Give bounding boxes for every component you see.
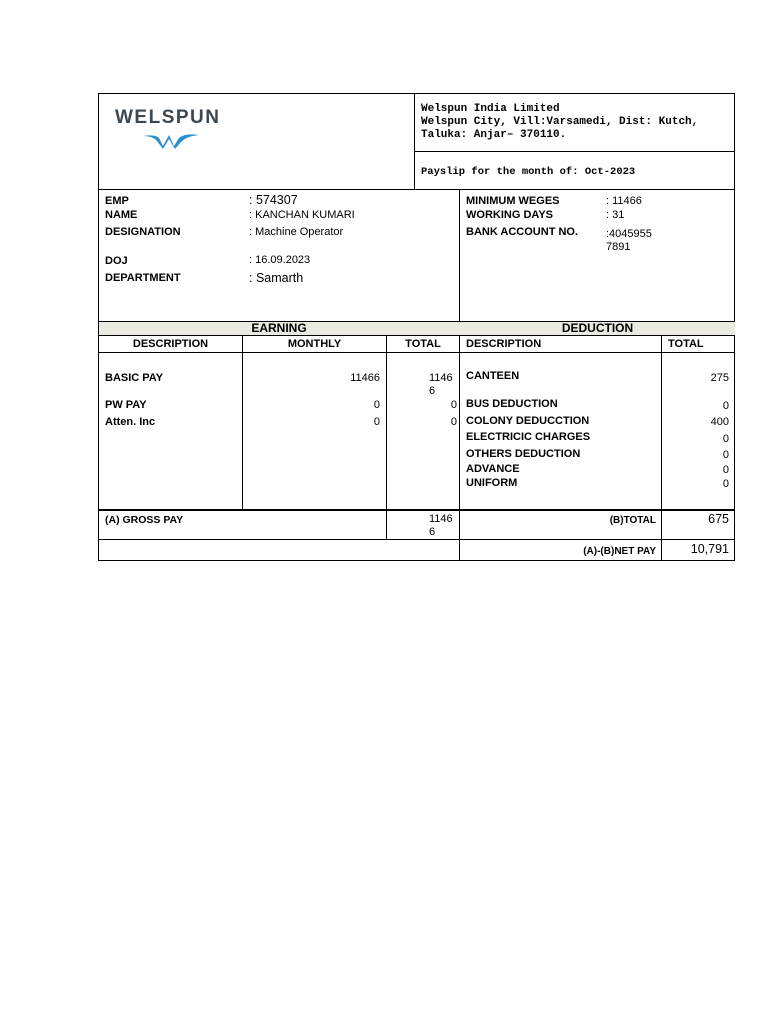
welspun-logo xyxy=(115,108,235,152)
earning-row-description: BASIC PAY xyxy=(105,372,164,384)
deduction-row-description: COLONY DEDUCCTION xyxy=(466,415,590,427)
working-days-label: WORKING DAYS xyxy=(466,209,553,221)
b-total-label: (B)TOTAL xyxy=(609,515,656,526)
name-value: : KANCHAN KUMARI xyxy=(249,209,355,221)
designation-label: DESIGNATION xyxy=(105,226,181,238)
department-label: DEPARTMENT xyxy=(105,272,181,284)
earning-row-description: PW PAY xyxy=(105,399,147,411)
min-wages-label: MINIMUM WEGES xyxy=(466,195,560,207)
deduction-row-total: 0 xyxy=(722,478,729,490)
bank-account-value: :4045955 7891 xyxy=(606,228,652,253)
deduction-col-total: TOTAL xyxy=(668,338,704,350)
min-wages-value: : 11466 xyxy=(606,195,642,207)
deduction-row-total: 275 xyxy=(710,372,729,384)
logo-mark-icon xyxy=(141,130,201,150)
b-total-value: 675 xyxy=(708,512,729,526)
company-address-line2: Taluka: Anjar– 370110. xyxy=(421,129,567,141)
working-days-value: : 31 xyxy=(606,209,625,221)
emp-label: EMP xyxy=(105,195,129,207)
doj-label: DOJ xyxy=(105,255,128,267)
doj-value: : 16.09.2023 xyxy=(249,254,311,266)
deduction-row-description: OTHERS DEDUCTION xyxy=(466,448,581,460)
earning-row-monthly: 0 xyxy=(373,399,380,411)
deduction-row-description: BUS DEDUCTION xyxy=(466,398,558,410)
payslip xyxy=(98,93,735,561)
gross-pay-total: 1146 6 xyxy=(429,513,453,538)
deduction-title: DEDUCTION xyxy=(561,321,634,335)
earning-title: EARNING xyxy=(251,321,307,335)
name-label: NAME xyxy=(105,209,138,221)
net-pay-value: 10,791 xyxy=(690,542,729,556)
deduction-row-description: UNIFORM xyxy=(466,477,518,489)
earning-row-total: 1146 6 xyxy=(429,372,453,397)
deduction-row-total: 0 xyxy=(722,400,729,412)
designation-value: : Machine Operator xyxy=(249,226,344,238)
department-value: : Samarth xyxy=(249,271,304,285)
net-pay-label: (A)-(B)NET PAY xyxy=(583,546,656,557)
deduction-row-total: 400 xyxy=(710,416,729,428)
deduction-row-description: CANTEEN xyxy=(466,370,520,382)
deduction-row-description: ADVANCE xyxy=(466,463,520,475)
emp-value: : 574307 xyxy=(249,193,298,207)
earning-row-monthly: 11466 xyxy=(350,372,380,384)
deduction-row-description: ELECTRICIC CHARGES xyxy=(466,431,591,443)
company-name: Welspun India Limited xyxy=(421,103,560,115)
deduction-col-description: DESCRIPTION xyxy=(466,338,542,350)
earning-col-total: TOTAL xyxy=(405,338,441,350)
earning-row-total: 0 xyxy=(450,399,457,411)
deduction-row-total: 0 xyxy=(722,433,729,445)
earning-col-description: DESCRIPTION xyxy=(132,338,209,350)
earning-col-monthly: MONTHLY xyxy=(287,338,342,350)
earning-row-monthly: 0 xyxy=(373,416,380,428)
bank-account-label: BANK ACCOUNT NO. xyxy=(466,226,579,238)
gross-pay-label: (A) GROSS PAY xyxy=(105,514,184,526)
earning-row-total: 0 xyxy=(450,416,457,428)
earning-row-description: Atten. Inc xyxy=(105,416,156,428)
payslip-month: Payslip for the month of: Oct-2023 xyxy=(421,166,636,178)
deduction-row-total: 0 xyxy=(722,449,729,461)
company-address-line1: Welspun City, Vill:Varsamedi, Dist: Kutch, xyxy=(421,116,699,128)
deduction-row-total: 0 xyxy=(722,464,729,476)
logo-text: WELSPUN xyxy=(115,107,221,128)
